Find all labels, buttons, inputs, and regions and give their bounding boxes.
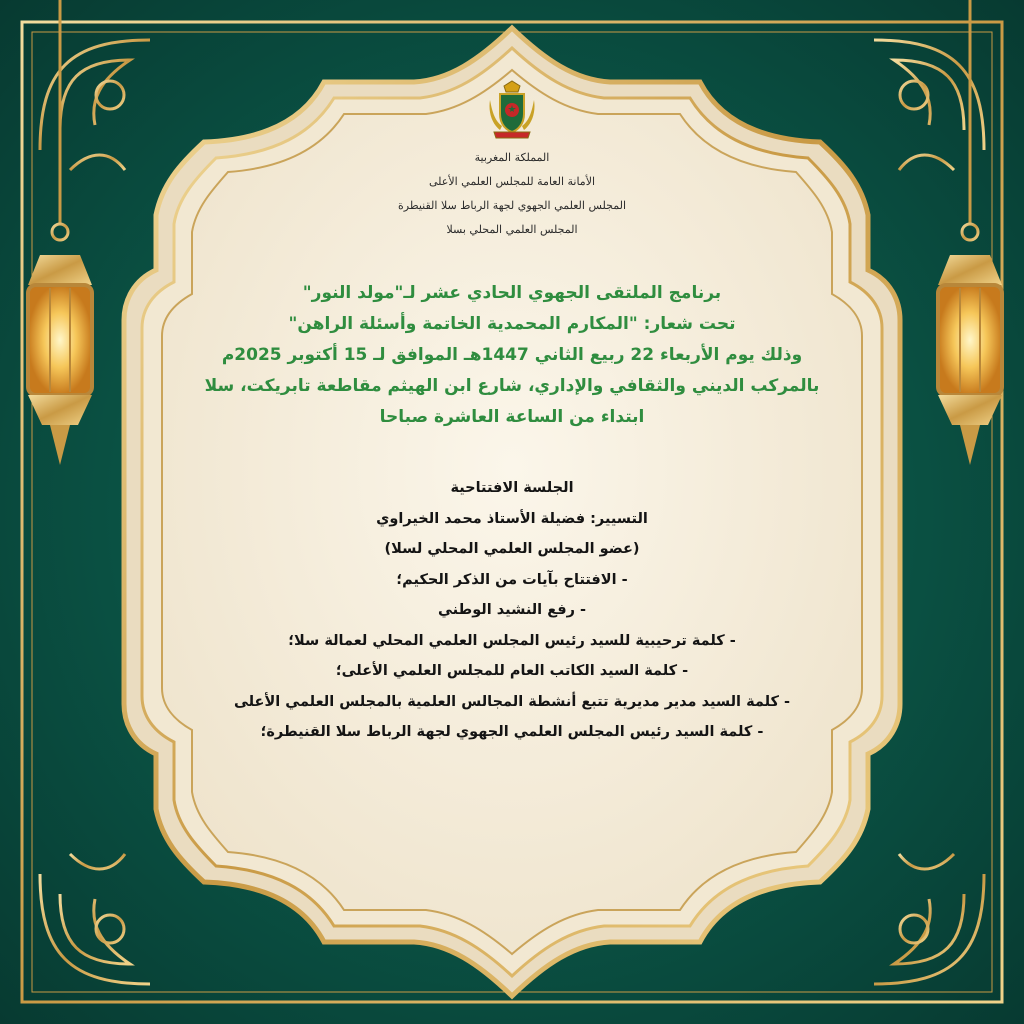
program-title-block xyxy=(180,278,844,433)
title-line: برنامج الملتقى الجهوي الحادي عشر لـ"مولد النور" xyxy=(302,283,722,303)
corner-ornament-top-left xyxy=(40,40,150,170)
agenda-item: - كلمة السيد مدير مديرية تتبع أنشطة المجالس العلمية بالمجلس العلمي الأعلى xyxy=(233,693,791,710)
corner-ornament-bottom-left xyxy=(40,854,150,984)
title-line: بالمركب الديني والثقافي والإداري، شارع ابن الهيثم مقاطعة تابريكت، سلا xyxy=(204,376,820,396)
agenda-item: - كلمة ترحيبية للسيد رئيس المجلس العلمي المحلي لعمالة سلا؛ xyxy=(288,632,736,649)
agenda-item: - الافتتاح بآيات من الذكر الحكيم؛ xyxy=(396,571,628,588)
agenda-heading: الجلسة الافتتاحية xyxy=(450,480,574,496)
agenda-moderator: التسيير: فضيلة الأستاذ محمد الخيراوي xyxy=(376,510,648,527)
header-line-secretariat: الأمانة العامة للمجلس العلمي الأعلى xyxy=(428,175,596,188)
agenda-moderator-role: (عضو المجلس العلمي المحلي لسلا) xyxy=(384,541,640,557)
title-line: وذلك يوم الأربعاء 22 ربيع الثاني 1447هـ الموافق لـ 15 أكتوبر 2025م xyxy=(221,345,803,365)
header-line-local-council: المجلس العلمي المحلي بسلا xyxy=(446,223,578,236)
invitation-content xyxy=(180,80,844,748)
moroccan-coat-of-arms-icon xyxy=(484,80,540,140)
agenda-item: - كلمة السيد رئيس المجلس العلمي الجهوي لجهة الرباط سلا القنيطرة؛ xyxy=(260,724,764,740)
agenda-item: - كلمة السيد الكاتب العام للمجلس العلمي الأعلى؛ xyxy=(335,663,689,679)
agenda-block xyxy=(180,473,844,748)
header-line-kingdom: المملكة المغربية xyxy=(474,151,550,164)
title-line: تحت شعار: "المكارم المحمدية الخاتمة وأسئلة الراهن" xyxy=(288,314,736,334)
corner-ornament-bottom-right xyxy=(874,854,984,984)
header-line-regional-council: المجلس العلمي الجهوي لجهة الرباط سلا القنيطرة xyxy=(398,199,626,212)
title-line: ابتداء من الساعة العاشرة صباحا xyxy=(379,407,645,427)
agenda-item: - رفع النشيد الوطني xyxy=(437,602,587,618)
corner-ornament-top-right xyxy=(874,40,984,170)
